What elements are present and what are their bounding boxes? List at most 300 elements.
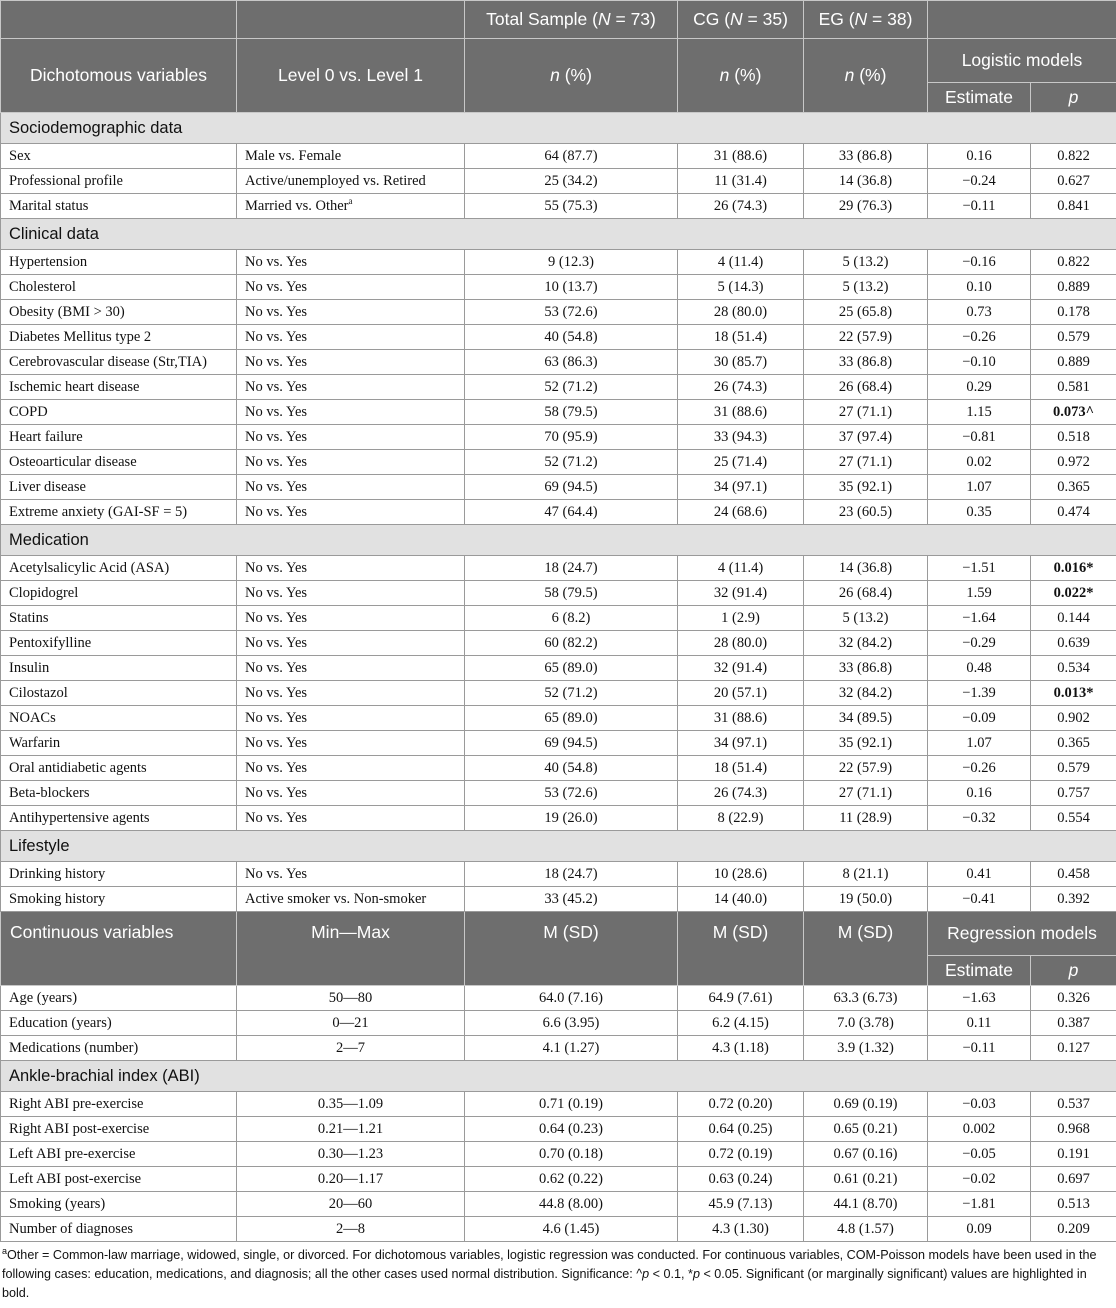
cg-cell: 10 (28.6) [678,862,804,887]
variable-cell: Heart failure [1,425,237,450]
level-text: No vs. Yes [245,503,308,520]
p-value-cell: 0.579 [1031,325,1116,350]
level-cell [237,556,465,581]
est-cell: −0.29 [928,631,1031,656]
variable-cell: Statins [1,606,237,631]
cg-cell: 4.3 (1.30) [678,1217,804,1242]
est-cell: −0.32 [928,806,1031,831]
table-row [1,350,1116,375]
eg-cell: 22 (57.9) [804,325,928,350]
cg-cell: 14 (40.0) [678,887,804,912]
eg-cell: 5 (13.2) [804,250,928,275]
eg-cell: 29 (76.3) [804,194,928,219]
cg-cell: 26 (74.3) [678,194,804,219]
level-cell [237,706,465,731]
level-text: No vs. Yes [245,584,308,601]
est-cell: 1.15 [928,400,1031,425]
header-msd-eg: M (SD) [804,912,928,986]
range-cell: 0.30—1.23 [237,1142,465,1167]
cg-cell: 28 (80.0) [678,631,804,656]
range-cell: 0.21—1.21 [237,1117,465,1142]
header-empty-1 [1,1,237,39]
variable-cell: Acetylsalicylic Acid (ASA) [1,556,237,581]
cg-cell: 32 (91.4) [678,656,804,681]
cg-cell: 0.72 (0.20) [678,1092,804,1117]
level-cell [237,806,465,831]
est-cell: 1.59 [928,581,1031,606]
variable-cell: Ischemic heart disease [1,375,237,400]
cg-cell: 0.72 (0.19) [678,1142,804,1167]
table-row [1,631,1116,656]
total-cell: 4.1 (1.27) [465,1036,678,1061]
total-cell: 6.6 (3.95) [465,1011,678,1036]
level-cell [237,169,465,194]
table-row [1,144,1116,169]
table-row [1,300,1116,325]
level-text: No vs. Yes [245,709,308,726]
header-row-main [1,39,1116,83]
variable-cell: Left ABI pre-exercise [1,1142,237,1167]
level-footnote-mark: a [348,195,353,206]
level-cell [237,862,465,887]
eg-cell: 0.67 (0.16) [804,1142,928,1167]
level-text: No vs. Yes [245,559,308,576]
level-cell [237,350,465,375]
cg-cell: 1 (2.9) [678,606,804,631]
total-cell: 70 (95.9) [465,425,678,450]
cg-cell: 6.2 (4.15) [678,1011,804,1036]
header-estimate: Estimate [928,83,1031,113]
level-cell [237,756,465,781]
cg-cell: 11 (31.4) [678,169,804,194]
eg-cell: 8 (21.1) [804,862,928,887]
variable-cell: Liver disease [1,475,237,500]
est-cell: 0.41 [928,862,1031,887]
cg-cell: 8 (22.9) [678,806,804,831]
level-cell [237,275,465,300]
est-cell: −0.41 [928,887,1031,912]
variable-cell: Osteoarticular disease [1,450,237,475]
est-cell: −1.64 [928,606,1031,631]
level-cell [237,731,465,756]
variable-cell: Medications (number) [1,1036,237,1061]
range-cell: 2—7 [237,1036,465,1061]
eg-cell: 14 (36.8) [804,556,928,581]
level-text: No vs. Yes [245,809,308,826]
table-row [1,656,1116,681]
cg-cell: 25 (71.4) [678,450,804,475]
level-text: No vs. Yes [245,328,308,345]
total-cell: 0.64 (0.23) [465,1117,678,1142]
medication-section-row [1,525,1116,556]
table-row [1,1167,1116,1192]
level-cell [237,400,465,425]
range-cell: 0.20—1.17 [237,1167,465,1192]
cg-cell: 31 (88.6) [678,144,804,169]
level-text: No vs. Yes [245,784,308,801]
header-p-continuous: p [1031,956,1116,986]
eg-cell: 27 (71.1) [804,400,928,425]
total-cell: 52 (71.2) [465,375,678,400]
eg-cell: 5 (13.2) [804,275,928,300]
est-cell: −0.09 [928,706,1031,731]
level-text: No vs. Yes [245,759,308,776]
level-cell [237,887,465,912]
eg-cell: 0.65 (0.21) [804,1117,928,1142]
cg-cell: 24 (68.6) [678,500,804,525]
cg-cell: 30 (85.7) [678,350,804,375]
variable-cell: Right ABI pre-exercise [1,1092,237,1117]
level-text: No vs. Yes [245,253,308,270]
variable-cell: Diabetes Mellitus type 2 [1,325,237,350]
p-value-cell: 0.013* [1031,681,1116,706]
header-cg: CG (N = 35) [678,1,804,39]
table-row [1,556,1116,581]
est-cell: −0.10 [928,350,1031,375]
eg-cell: 7.0 (3.78) [804,1011,928,1036]
eg-cell: 33 (86.8) [804,350,928,375]
est-cell: −0.02 [928,1167,1031,1192]
table-row [1,986,1116,1011]
p-value-cell: 0.392 [1031,887,1116,912]
clinical-section-title: Clinical data [1,219,1116,250]
eg-cell: 25 (65.8) [804,300,928,325]
p-value-cell: 0.902 [1031,706,1116,731]
est-cell: 1.07 [928,475,1031,500]
level-cell [237,450,465,475]
p-value-cell: 0.127 [1031,1036,1116,1061]
total-cell: 58 (79.5) [465,400,678,425]
total-cell: 64 (87.7) [465,144,678,169]
total-cell: 9 (12.3) [465,250,678,275]
est-cell: 0.02 [928,450,1031,475]
variable-cell: COPD [1,400,237,425]
est-cell: 0.11 [928,1011,1031,1036]
eg-cell: 37 (97.4) [804,425,928,450]
est-cell: −0.11 [928,1036,1031,1061]
est-cell: 1.07 [928,731,1031,756]
table-row [1,1036,1116,1061]
eg-cell: 34 (89.5) [804,706,928,731]
est-cell: 0.10 [928,275,1031,300]
level-cell [237,144,465,169]
total-cell: 60 (82.2) [465,631,678,656]
est-cell: −0.05 [928,1142,1031,1167]
table-row [1,887,1116,912]
total-cell: 69 (94.5) [465,731,678,756]
cg-cell: 5 (14.3) [678,275,804,300]
header-logistic-models: Logistic models [928,39,1116,83]
total-cell: 69 (94.5) [465,475,678,500]
header-n-eg: n (%) [804,39,928,113]
table-row [1,1092,1116,1117]
total-cell: 40 (54.8) [465,325,678,350]
table-row [1,1192,1116,1217]
level-text: No vs. Yes [245,403,308,420]
variable-cell: Marital status [1,194,237,219]
total-cell: 19 (26.0) [465,806,678,831]
level-cell [237,606,465,631]
level-text: No vs. Yes [245,659,308,676]
eg-cell: 11 (28.9) [804,806,928,831]
header-msd-total: M (SD) [465,912,678,986]
p-value-cell: 0.458 [1031,862,1116,887]
variable-cell: Hypertension [1,250,237,275]
total-cell: 65 (89.0) [465,706,678,731]
eg-cell: 5 (13.2) [804,606,928,631]
eg-cell: 33 (86.8) [804,144,928,169]
eg-cell: 35 (92.1) [804,731,928,756]
cg-cell: 31 (88.6) [678,400,804,425]
cg-cell: 4 (11.4) [678,556,804,581]
cg-cell: 0.64 (0.25) [678,1117,804,1142]
p-value-cell: 0.537 [1031,1092,1116,1117]
total-cell: 25 (34.2) [465,169,678,194]
eg-cell: 35 (92.1) [804,475,928,500]
table-row [1,450,1116,475]
eg-cell: 33 (86.8) [804,656,928,681]
range-cell: 0—21 [237,1011,465,1036]
eg-cell: 27 (71.1) [804,781,928,806]
variable-cell: Extreme anxiety (GAI-SF = 5) [1,500,237,525]
table-row [1,425,1116,450]
est-cell: −0.03 [928,1092,1031,1117]
level-text: No vs. Yes [245,478,308,495]
total-cell: 52 (71.2) [465,450,678,475]
p-value-cell: 0.822 [1031,144,1116,169]
table-row [1,781,1116,806]
level-cell [237,656,465,681]
level-cell [237,781,465,806]
header-continuous: Continuous variables [1,912,237,986]
level-text: No vs. Yes [245,734,308,751]
variable-cell: Clopidogrel [1,581,237,606]
continuous-header-row [1,912,1116,956]
level-cell [237,325,465,350]
p-value-cell: 0.581 [1031,375,1116,400]
header-empty-2 [237,1,465,39]
level-text: No vs. Yes [245,353,308,370]
variable-cell: Age (years) [1,986,237,1011]
variable-cell: Cilostazol [1,681,237,706]
lifestyle-section-title: Lifestyle [1,831,1116,862]
total-cell: 58 (79.5) [465,581,678,606]
p-value-cell: 0.968 [1031,1117,1116,1142]
p-value-cell: 0.697 [1031,1167,1116,1192]
level-cell [237,500,465,525]
variable-cell: Smoking history [1,887,237,912]
table-row [1,862,1116,887]
cg-cell: 26 (74.3) [678,375,804,400]
table-row [1,1011,1116,1036]
level-cell [237,475,465,500]
table-row [1,275,1116,300]
variable-cell: Smoking (years) [1,1192,237,1217]
p-value-cell: 0.191 [1031,1142,1116,1167]
level-cell [237,581,465,606]
eg-cell: 0.69 (0.19) [804,1092,928,1117]
table-row [1,1142,1116,1167]
p-value-cell: 0.365 [1031,731,1116,756]
level-text: Active/unemployed vs. Retired [245,172,426,189]
eg-cell: 19 (50.0) [804,887,928,912]
p-value-cell: 0.554 [1031,806,1116,831]
p-value-cell: 0.144 [1031,606,1116,631]
table-row [1,706,1116,731]
range-cell: 50—80 [237,986,465,1011]
table-row [1,681,1116,706]
sociodemographic-section-row [1,113,1116,144]
total-cell: 52 (71.2) [465,681,678,706]
range-cell: 0.35—1.09 [237,1092,465,1117]
level-text: No vs. Yes [245,428,308,445]
total-cell: 6 (8.2) [465,606,678,631]
variable-cell: Cerebrovascular disease (Str,TIA) [1,350,237,375]
total-cell: 18 (24.7) [465,862,678,887]
eg-cell: 4.8 (1.57) [804,1217,928,1242]
cg-cell: 31 (88.6) [678,706,804,731]
header-n-cg: n (%) [678,39,804,113]
total-cell: 44.8 (8.00) [465,1192,678,1217]
eg-cell: 63.3 (6.73) [804,986,928,1011]
est-cell: −1.63 [928,986,1031,1011]
level-text: No vs. Yes [245,303,308,320]
cg-cell: 64.9 (7.61) [678,986,804,1011]
header-empty-3 [928,1,1116,39]
total-cell: 0.70 (0.18) [465,1142,678,1167]
sociodemographic-section-title: Sociodemographic data [1,113,1116,144]
cg-cell: 4 (11.4) [678,250,804,275]
est-cell: 0.002 [928,1117,1031,1142]
total-cell: 18 (24.7) [465,556,678,581]
cg-cell: 45.9 (7.13) [678,1192,804,1217]
table-row [1,756,1116,781]
table-row [1,581,1116,606]
total-cell: 4.6 (1.45) [465,1217,678,1242]
variable-cell: Left ABI post-exercise [1,1167,237,1192]
eg-cell: 32 (84.2) [804,681,928,706]
p-value-cell: 0.474 [1031,500,1116,525]
table-row [1,250,1116,275]
est-cell: 0.48 [928,656,1031,681]
variable-cell: NOACs [1,706,237,731]
cg-cell: 0.63 (0.24) [678,1167,804,1192]
total-cell: 64.0 (7.16) [465,986,678,1011]
range-cell: 2—8 [237,1217,465,1242]
range-cell: 20—60 [237,1192,465,1217]
level-cell [237,194,465,219]
p-value-cell: 0.639 [1031,631,1116,656]
cg-cell: 4.3 (1.18) [678,1036,804,1061]
est-cell: −1.39 [928,681,1031,706]
header-estimate-continuous: Estimate [928,956,1031,986]
eg-cell: 14 (36.8) [804,169,928,194]
est-cell: 0.16 [928,144,1031,169]
est-cell: 0.09 [928,1217,1031,1242]
cg-cell: 33 (94.3) [678,425,804,450]
p-value-cell: 0.757 [1031,781,1116,806]
footnote: $^a$Other = Common-law marriage, widowed, single, or divorced. For dichotomous variables, logistic regression was conducted. For continuous variables, COM-Poisson models have been used in the following cases: education, medications, and diagnosis; all the other cases used normal distribution. Significance: ^p < 0.1, *p < 0.05. Significant (or marginally significant) values are highlighted in bold. [2,1245,1097,1300]
header-regression-models: Regression models [928,912,1116,956]
variable-cell: Warfarin [1,731,237,756]
variable-cell: Obesity (BMI > 30) [1,300,237,325]
est-cell: 0.73 [928,300,1031,325]
abi-section-row [1,1061,1116,1092]
variable-cell: Sex [1,144,237,169]
total-cell: 55 (75.3) [465,194,678,219]
level-cell [237,375,465,400]
p-value-cell: 0.178 [1031,300,1116,325]
est-cell: −0.16 [928,250,1031,275]
est-cell: −0.81 [928,425,1031,450]
table-row [1,194,1116,219]
p-value-cell: 0.627 [1031,169,1116,194]
level-text: No vs. Yes [245,378,308,395]
est-cell: −0.24 [928,169,1031,194]
cg-cell: 20 (57.1) [678,681,804,706]
p-value-cell: 0.889 [1031,275,1116,300]
header-eg: EG (N = 38) [804,1,928,39]
clinical-section-row [1,219,1116,250]
eg-cell: 27 (71.1) [804,450,928,475]
total-cell: 65 (89.0) [465,656,678,681]
medication-section-title: Medication [1,525,1116,556]
variable-cell: Right ABI post-exercise [1,1117,237,1142]
est-cell: 0.16 [928,781,1031,806]
table-row [1,806,1116,831]
variable-cell: Antihypertensive agents [1,806,237,831]
eg-cell: 32 (84.2) [804,631,928,656]
level-text: No vs. Yes [245,865,308,882]
est-cell: 0.29 [928,375,1031,400]
est-cell: −1.81 [928,1192,1031,1217]
variable-cell: Pentoxifylline [1,631,237,656]
total-cell: 53 (72.6) [465,781,678,806]
table-row [1,500,1116,525]
total-cell: 0.71 (0.19) [465,1092,678,1117]
table-row [1,375,1116,400]
eg-cell: 22 (57.9) [804,756,928,781]
p-value-cell: 0.889 [1031,350,1116,375]
cg-cell: 32 (91.4) [678,581,804,606]
header-p: p [1031,83,1116,113]
header-n-total: n (%) [465,39,678,113]
table-row [1,1117,1116,1142]
variable-cell: Drinking history [1,862,237,887]
table-row [1,400,1116,425]
level-text: No vs. Yes [245,684,308,701]
total-cell: 63 (86.3) [465,350,678,375]
header-minmax: Min—Max [237,912,465,986]
eg-cell: 44.1 (8.70) [804,1192,928,1217]
cg-cell: 18 (51.4) [678,325,804,350]
level-cell [237,250,465,275]
eg-cell: 3.9 (1.32) [804,1036,928,1061]
table-row [1,325,1116,350]
variable-cell: Beta-blockers [1,781,237,806]
header-total-sample: Total Sample (N = 73) [465,1,678,39]
level-text: Married vs. Other [245,197,349,214]
table-row [1,475,1116,500]
p-value-cell: 0.579 [1031,756,1116,781]
lifestyle-section-row [1,831,1116,862]
table-row [1,606,1116,631]
p-value-cell: 0.016* [1031,556,1116,581]
variable-cell: Oral antidiabetic agents [1,756,237,781]
cg-cell: 26 (74.3) [678,781,804,806]
p-value-cell: 0.822 [1031,250,1116,275]
table-row [1,1217,1116,1242]
